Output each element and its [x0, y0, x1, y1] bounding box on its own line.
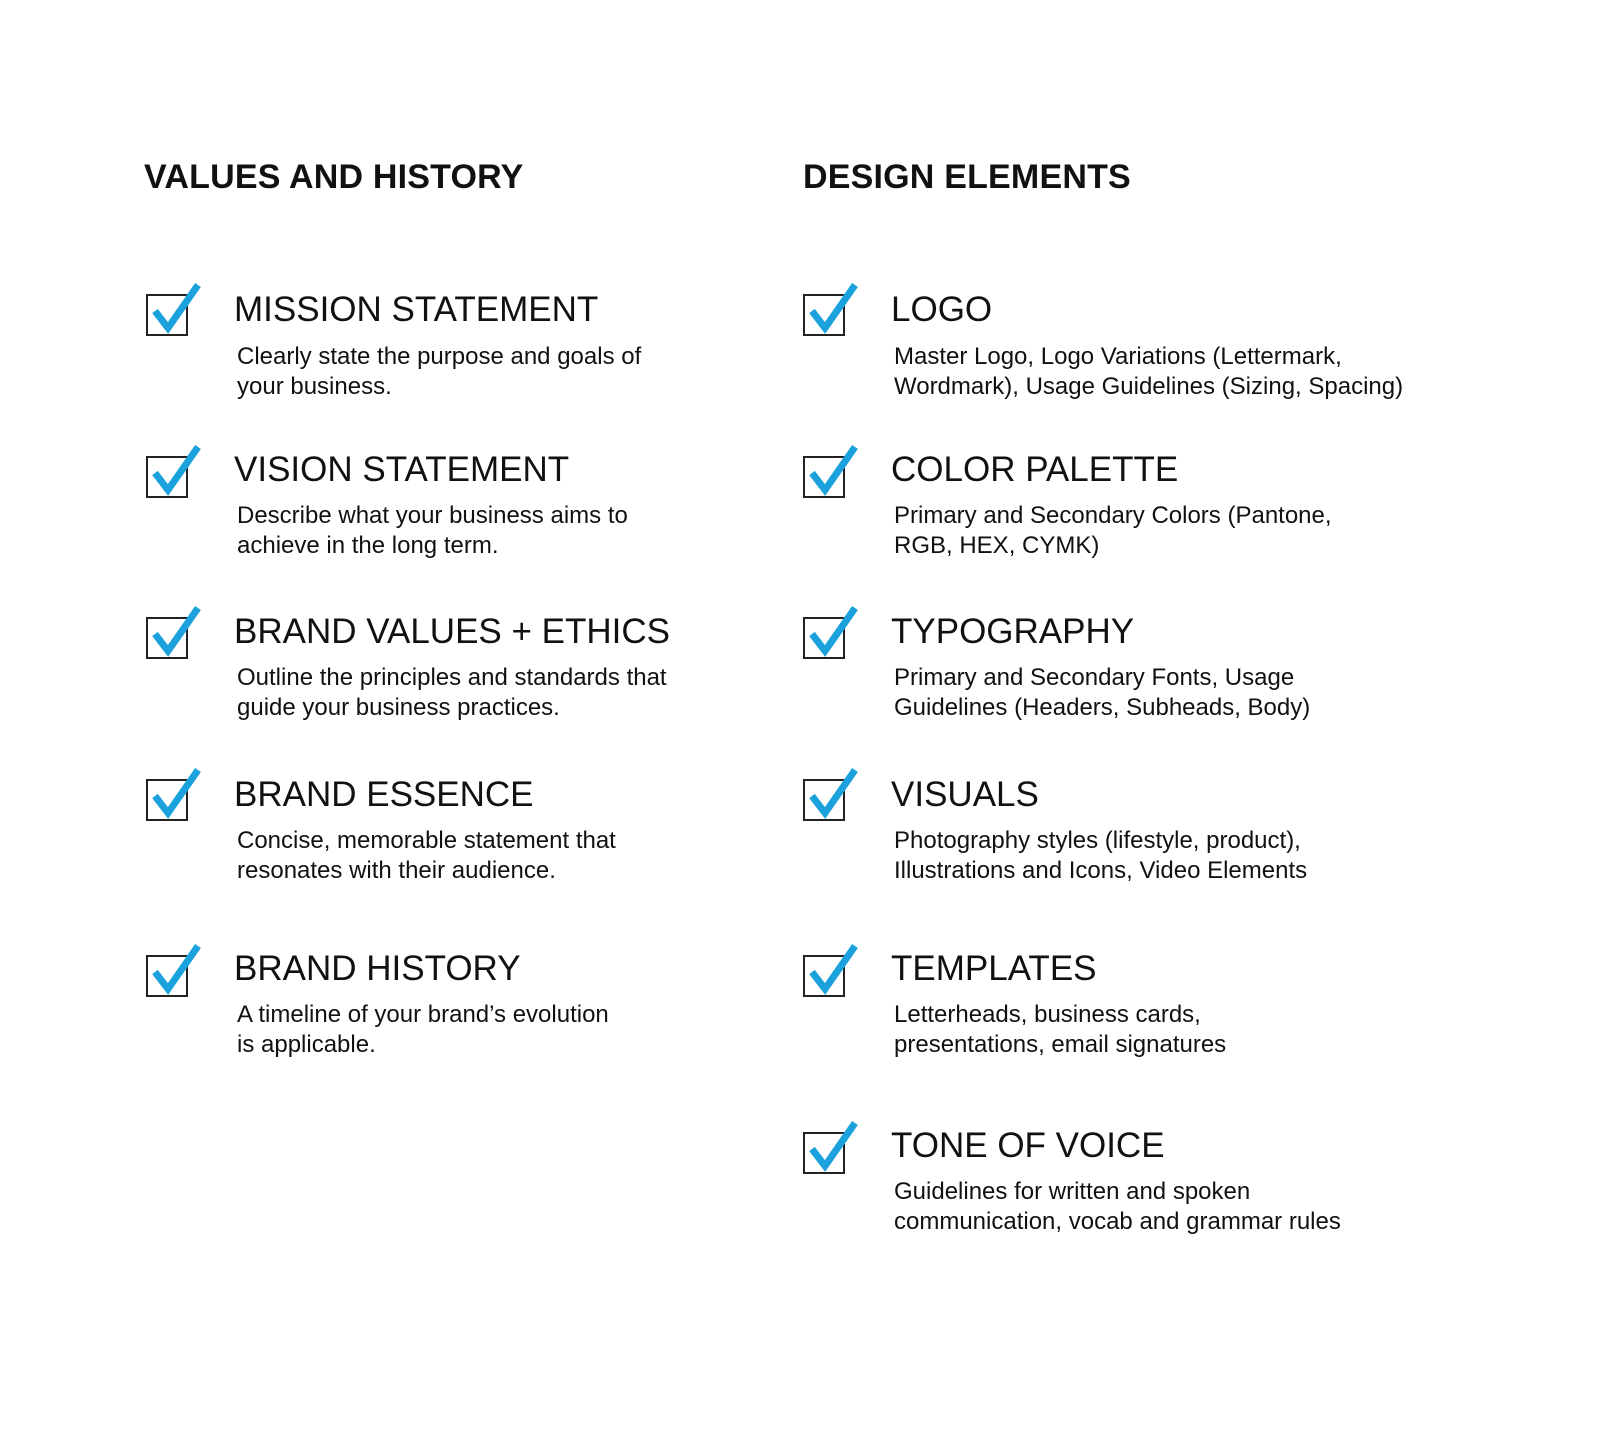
item-title: TONE OF VOICE [891, 1126, 1165, 1165]
checkbox-checked-icon [803, 606, 861, 664]
checkbox-checked-icon [146, 606, 204, 664]
column-heading: DESIGN ELEMENTS [803, 158, 1131, 196]
item-description: Master Logo, Logo Variations (Lettermark, Wordmark), Usage Guidelines (Sizing, Spacing) [894, 343, 1404, 400]
checkbox-checked-icon [146, 768, 204, 826]
item-description: Outline the principles and standards that guide your business practices. [237, 664, 667, 721]
checkbox-checked-icon [146, 283, 204, 341]
item-title: BRAND ESSENCE [234, 775, 534, 814]
item-title: TEMPLATES [891, 949, 1097, 988]
checkbox-checked-icon [146, 944, 204, 1002]
item-title: TYPOGRAPHY [891, 612, 1135, 651]
checkbox-checked-icon [146, 445, 204, 503]
item-description: Primary and Secondary Fonts, Usage Guidelines (Headers, Subheads, Body) [894, 664, 1311, 721]
checkbox-checked-icon [803, 445, 861, 503]
checkbox-checked-icon [803, 944, 861, 1002]
item-description: Clearly state the purpose and goals of your business. [237, 343, 642, 400]
item-description: Letterheads, business cards, presentations, email signatures [894, 1001, 1227, 1058]
checkbox-checked-icon [803, 768, 861, 826]
item-title: COLOR PALETTE [891, 450, 1179, 489]
item-description: Concise, memorable statement that resonates with their audience. [237, 827, 616, 884]
item-description: Photography styles (lifestyle, product), Illustrations and Icons, Video Elements [894, 827, 1308, 884]
item-description: Primary and Secondary Colors (Pantone, RGB, HEX, CYMK) [894, 502, 1332, 559]
item-title: BRAND HISTORY [234, 949, 521, 988]
item-title: VISION STATEMENT [234, 450, 570, 489]
column-heading: VALUES AND HISTORY [144, 158, 524, 196]
item-title: LOGO [891, 290, 993, 329]
checkbox-checked-icon [803, 283, 861, 341]
item-description: Describe what your business aims to achieve in the long term. [237, 502, 628, 559]
item-description: A timeline of your brand’s evolution is applicable. [237, 1001, 609, 1058]
checkbox-checked-icon [803, 1121, 861, 1179]
item-title: BRAND VALUES + ETHICS [234, 612, 670, 651]
item-title: VISUALS [891, 775, 1039, 814]
item-title: MISSION STATEMENT [234, 290, 599, 329]
item-description: Guidelines for written and spoken communication, vocab and grammar rules [894, 1178, 1341, 1235]
